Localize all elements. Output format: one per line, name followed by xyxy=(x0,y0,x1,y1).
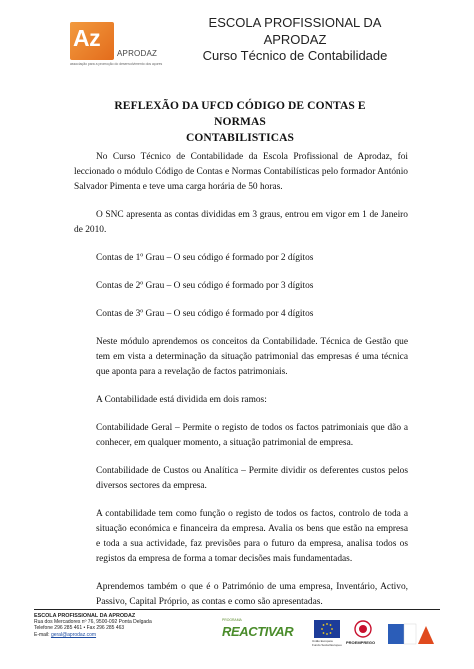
logo-tagline: associação para a promoção do desenvolvimento dos açores xyxy=(70,62,163,66)
school-header-line-2: APRODAZ xyxy=(263,31,327,47)
paragraph: No Curso Técnico de Contabilidade da Escola Profissional de Aprodaz, foi leccionado o módulo Código de Contas e Normas Contabilísticas pelo formador António Salvador Pimenta e teve uma carga horária de 50 horas. xyxy=(74,152,408,192)
reactivar-re: RE xyxy=(222,624,240,639)
footer-email-line xyxy=(34,632,152,638)
list-item: Contas de 3º Grau – O seu código é formado por 4 dígitos xyxy=(96,309,314,319)
aprodaz-logo xyxy=(70,22,182,66)
document-title-line-1: REFLEXÃO DA UFCD CÓDIGO DE CONTAS E NORMAS xyxy=(114,100,366,128)
reactivar-rest: ACTIVAR xyxy=(239,624,294,639)
reactivar-logo xyxy=(222,618,294,646)
school-header xyxy=(175,15,415,65)
paragraph: A contabilidade tem como função o registo de todos os factos, controlo de toda a situação económica e financeira da empresa. Avalia os bens que estão na empresa e toda a sua actividade, faz previsões para o futuro da empresa, analisa todos os registos da empresa de forma a tomar decisões mais fundamentadas. xyxy=(96,509,408,564)
footer-divider xyxy=(34,609,440,610)
document-title xyxy=(90,98,390,146)
logo-letters: Az xyxy=(73,25,101,51)
footer-address: Rua dos Mercadores nº 76, 9500-092 Ponta Delgada xyxy=(34,619,152,626)
paragraph: Contabilidade de Custos ou Analítica – Permite dividir os deferentes custos pelos diversos sectores da empresa. xyxy=(96,466,408,491)
list-item: Contas de 1º Grau – O seu código é formado por 2 dígitos xyxy=(96,253,314,263)
document-title-line-2: CONTABILISTICAS xyxy=(185,132,294,144)
footer-email-label: E-mail: xyxy=(34,631,51,638)
school-header-line-3: Curso Técnico de Contabilidade xyxy=(202,48,388,63)
paragraph: Neste módulo aprendemos os conceitos da Contabilidade. Técnica de Gestão que tem em vista a determinação da situação patrimonial das empresas é uma técnica que aponta para a revelação de factos patrimoniais. xyxy=(96,337,408,377)
footer-email-link[interactable]: geral@aprodaz.com xyxy=(50,631,97,638)
school-header-line-1: ESCOLA PROFISSIONAL DA xyxy=(208,15,382,30)
proemprego-text: PROEMPREGO xyxy=(346,640,376,645)
paragraph: Aprendemos também o que é o Património de uma empresa, Inventário, Activo, Passivo, Capital Próprio, as contas e como são apresentadas. xyxy=(96,582,408,607)
logo-name: APRODAZ xyxy=(117,49,158,58)
paragraph: A Contabilidade está dividida em dois ramos: xyxy=(96,395,267,405)
reactivar-wordmark xyxy=(222,624,293,639)
footer-contact xyxy=(34,613,152,638)
list-item: Contas de 2º Grau – O seu código é formado por 3 dígitos xyxy=(96,281,314,291)
reactivar-small-text: PROGRAMA xyxy=(222,618,242,622)
azores-government-logo xyxy=(386,620,436,650)
eu-caption: União Europeia Fundo Social Europeu xyxy=(312,639,342,647)
paragraph: O SNC apresenta as contas divididas em 3 graus, entrou em vigor em 1 de Janeiro de 2010. xyxy=(74,210,408,235)
eu-flag-icon xyxy=(314,620,340,638)
footer-phone: Telefone 296 285 461 • Fax 296 285 463 xyxy=(34,625,125,632)
document-body xyxy=(74,150,408,623)
proemprego-logo xyxy=(346,620,380,646)
paragraph: Contabilidade Geral – Permite o registo de todos os factos patrimoniais que dão a conhecer, em qualquer momento, a situação patrimonial de empresa. xyxy=(96,423,408,448)
footer-school-name: ESCOLA PROFISSIONAL DA APRODAZ xyxy=(34,613,136,619)
